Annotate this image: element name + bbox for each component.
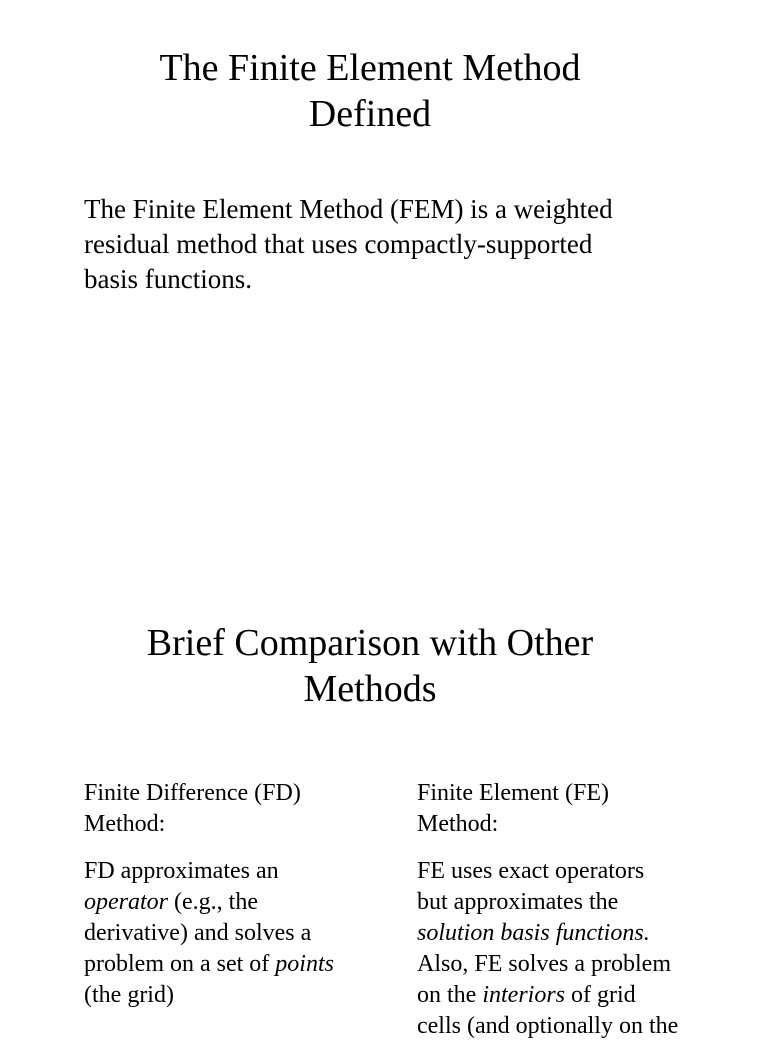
- fd-line4-pre: problem on a set of: [84, 951, 276, 977]
- fd-heading-line1: Finite Difference (FD): [84, 780, 301, 806]
- fd-heading: [84, 778, 384, 840]
- fd-line4-emphasis: points: [275, 951, 334, 977]
- fd-heading-line2: Method:: [84, 811, 166, 837]
- slide1-body-line1: The Finite Element Method (FEM) is a weighted: [84, 194, 613, 224]
- fe-heading-line1: Finite Element (FE): [417, 780, 609, 806]
- fd-description: [84, 856, 384, 1011]
- fe-line6: cells (and optionally on the: [417, 1013, 679, 1039]
- slide1-title: [0, 45, 740, 137]
- fd-line5: (the grid): [84, 982, 174, 1008]
- slide2-title-line1: Brief Comparison with Other: [146, 622, 594, 664]
- fd-line2-emphasis: operator: [84, 889, 168, 915]
- fe-line5-rest: of grid: [565, 982, 636, 1008]
- slide1-body-line2: residual method that uses compactly-supported: [84, 229, 593, 259]
- fe-heading-line2: Method:: [417, 811, 499, 837]
- slide2-title-line2: Methods: [303, 668, 437, 710]
- slide1-body-text: [84, 192, 704, 297]
- fe-line2: but approximates the: [417, 889, 619, 915]
- fe-heading: [417, 778, 717, 840]
- fd-line1: FD approximates an: [84, 858, 279, 884]
- fe-column: [417, 778, 717, 1042]
- fd-line2-rest: (e.g., the: [168, 889, 258, 915]
- fd-line3: derivative) and solves a: [84, 920, 312, 946]
- fe-line1: FE uses exact operators: [417, 858, 645, 884]
- fd-column: [84, 778, 384, 1011]
- slide2-title: [0, 620, 740, 712]
- fe-line5-emphasis: interiors: [482, 982, 566, 1008]
- slide1-title-line1: The Finite Element Method: [159, 47, 581, 89]
- fe-line4: Also, FE solves a problem: [417, 951, 671, 977]
- slide1-body-line3: basis functions.: [84, 264, 252, 294]
- slide1-title-line2: Defined: [308, 93, 432, 135]
- fe-description: [417, 856, 717, 1042]
- fe-line3-emphasis: solution basis functions.: [417, 920, 650, 946]
- fe-line5-pre: on the: [417, 982, 483, 1008]
